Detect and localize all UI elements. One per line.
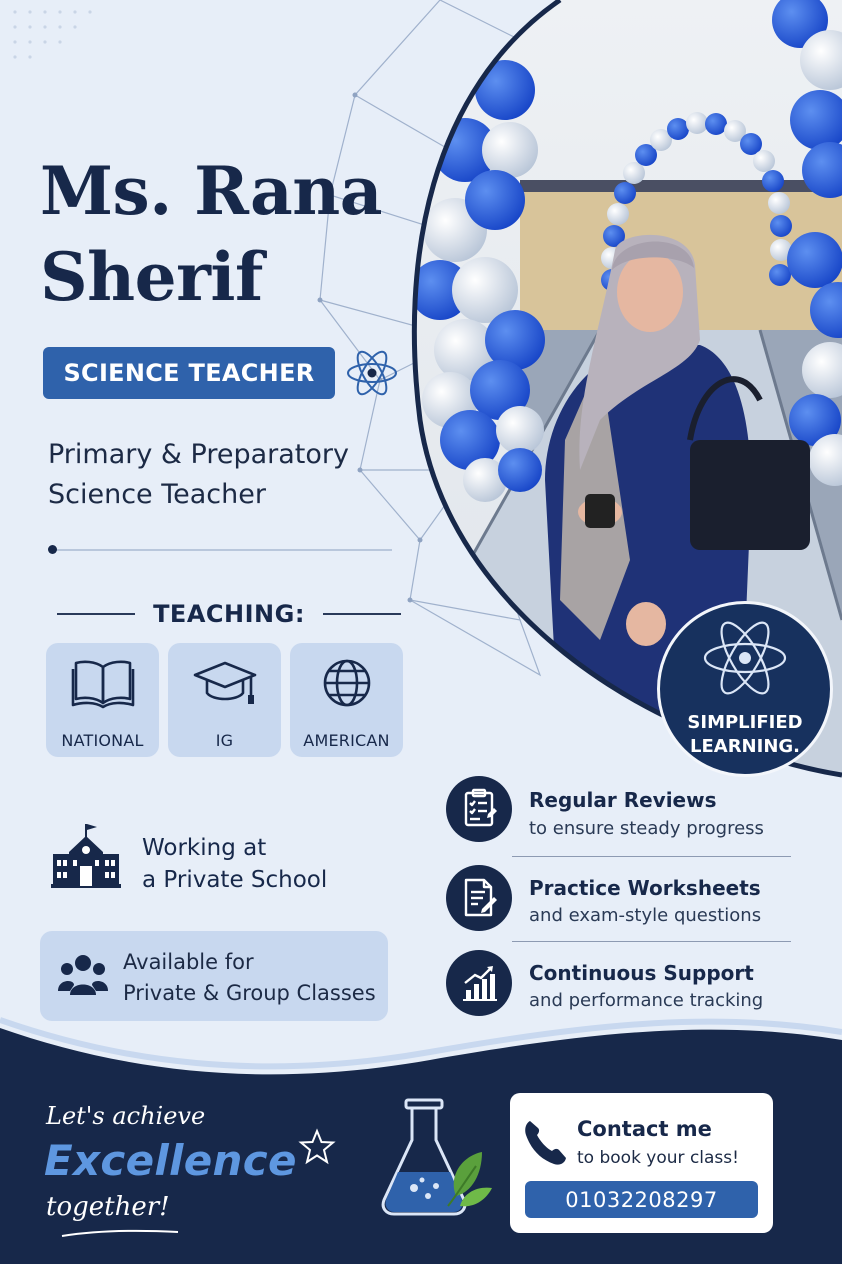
divider-dot xyxy=(48,545,57,554)
workplace-text xyxy=(142,832,372,896)
teacher-name xyxy=(40,148,440,320)
badge-line1: SIMPLIFIED xyxy=(687,712,803,733)
workplace-line1: Working at xyxy=(142,835,267,861)
curriculum-card-american xyxy=(290,643,403,757)
atom-icon xyxy=(700,613,790,703)
feature-subtitle: to ensure steady progress xyxy=(529,818,764,839)
feature-divider xyxy=(512,941,791,942)
growth-chart-icon xyxy=(446,950,512,1016)
feature-divider xyxy=(512,856,791,857)
simplified-learning-text xyxy=(660,711,830,759)
school-building-icon xyxy=(51,822,121,888)
curriculum-card-national xyxy=(46,643,159,757)
star-icon xyxy=(298,1128,336,1166)
globe-icon xyxy=(315,657,379,709)
slogan-line3: together! xyxy=(46,1192,170,1222)
availability-line2: Private & Group Classes xyxy=(123,981,376,1005)
teacher-name-line2: Sherif xyxy=(40,238,263,316)
teaching-heading-text: TEACHING: xyxy=(153,600,305,628)
contact-subtitle: to book your class! xyxy=(577,1148,739,1168)
heading-line-left xyxy=(57,613,135,615)
role-badge: SCIENCE TEACHER xyxy=(43,347,335,399)
worksheet-pen-icon xyxy=(446,865,512,931)
subtitle-line1: Primary & Preparatory xyxy=(48,439,349,470)
slogan-excellence: Excellence xyxy=(44,1136,297,1185)
teacher-name-line1: Ms. Rana xyxy=(40,152,383,230)
availability-text xyxy=(123,947,383,1009)
heading-line-right xyxy=(323,613,401,615)
feature-subtitle: and performance tracking xyxy=(529,990,764,1011)
clipboard-check-icon xyxy=(446,776,512,842)
section-divider xyxy=(50,549,392,551)
curriculum-label: NATIONAL xyxy=(61,731,144,750)
atom-icon xyxy=(344,343,400,403)
curriculum-label: AMERICAN xyxy=(303,731,390,750)
graduation-cap-icon xyxy=(193,657,257,709)
people-group-icon xyxy=(58,951,108,999)
feature-subtitle: and exam-style questions xyxy=(529,905,762,926)
open-book-icon xyxy=(71,657,135,709)
availability-line1: Available for xyxy=(123,950,254,974)
curriculum-card-ig xyxy=(168,643,281,757)
phone-icon xyxy=(522,1117,568,1167)
feature-title: Practice Worksheets xyxy=(529,876,761,900)
slogan-underline xyxy=(60,1226,180,1240)
flask-icon xyxy=(378,1096,496,1220)
curriculum-label: IG xyxy=(215,731,234,750)
phone-number[interactable]: 01032208297 xyxy=(525,1181,758,1218)
contact-title: Contact me xyxy=(577,1117,712,1141)
teacher-subtitle xyxy=(48,435,408,515)
workplace-line2: a Private School xyxy=(142,867,328,893)
badge-line2: LEARNING. xyxy=(690,736,800,757)
teaching-heading xyxy=(50,596,408,632)
feature-title: Regular Reviews xyxy=(529,788,717,812)
subtitle-line2: Science Teacher xyxy=(48,479,266,510)
feature-title: Continuous Support xyxy=(529,961,754,985)
slogan-line1: Let's achieve xyxy=(46,1102,206,1130)
